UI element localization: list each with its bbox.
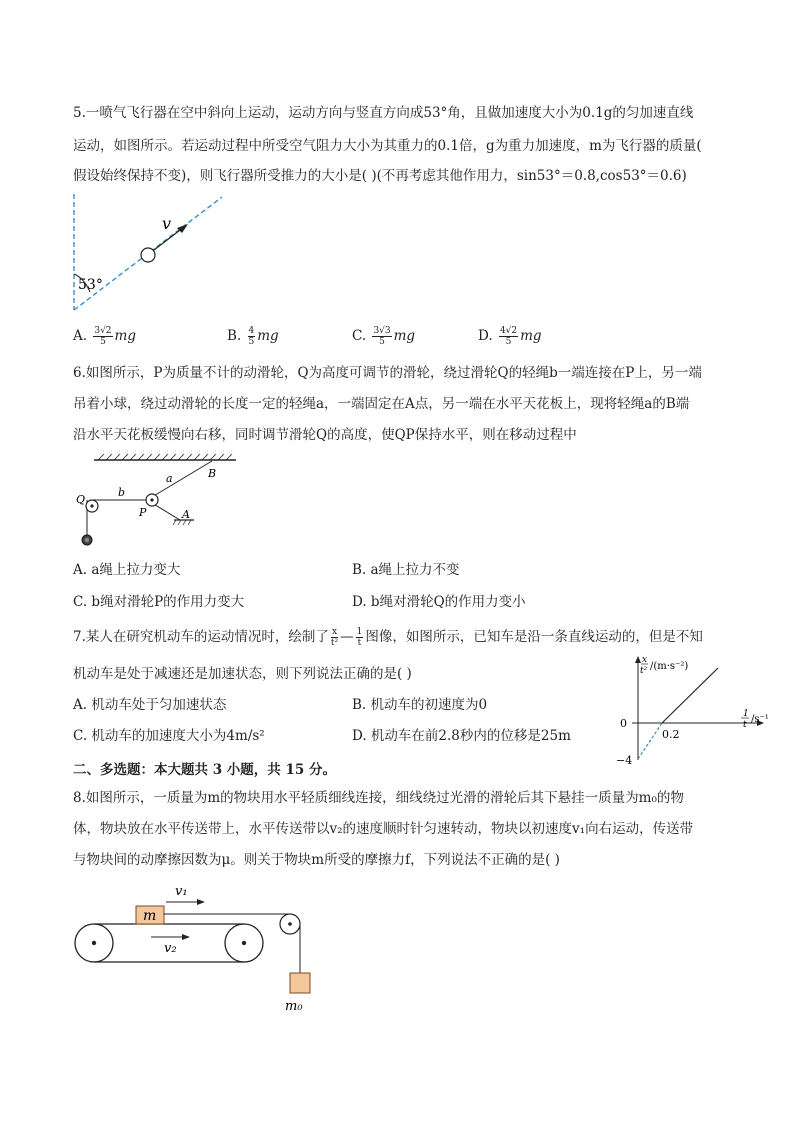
q5-line-1: 5.一喷气飞行器在空中斜向上运动，运动方向与竖直方向成53°角，且做加速度大小为0.1g的匀加速直线	[73, 105, 694, 121]
q5-figure	[70, 192, 230, 317]
q5-velocity-label: v	[162, 214, 172, 233]
q7-x-unit: /s⁻¹	[751, 714, 769, 725]
q7-y-tick: −4	[616, 754, 633, 767]
q7-line-2: 机动车是处于减速还是加速状态，则下列说法正确的是( )	[73, 666, 412, 682]
q6-label-a-end: A	[182, 508, 190, 521]
q7-y-unit: /(m·s⁻²)	[650, 661, 689, 672]
q5-option-a[interactable]: A. $\frac{3√2}{5}$ mg	[73, 326, 136, 347]
q8-line-2: 体，物块放在水平传送带上，水平传送带以v₂的速度顺时针匀速转动，物块以初速度v₁向右运动，传送带	[73, 821, 694, 837]
q7-y-den: t²	[640, 666, 648, 676]
q6-option-d[interactable]: D. b绳对滑轮Q的作用力变小	[352, 594, 526, 610]
q8-block-m-label: m	[143, 908, 157, 924]
q5-option-b[interactable]: B. $\frac{4}{5}$ mg	[227, 326, 279, 347]
q7-line-1: 7.某人在研究机动车的运动情况时，绘制了 $\frac{x}{\text{t²}}$ — $\frac{1}{t}$ 图像，如图所示，已知车是沿一条直线运动的，但是不知	[73, 627, 703, 648]
q6-line-1: 6.如图所示，P为质量不计的动滑轮，Q为高度可调节的滑轮，绕过滑轮Q的轻绳b一端连接在P上，另一端	[73, 365, 702, 381]
q8-figure	[73, 878, 313, 1018]
q8-mass-m0-label: m₀	[285, 999, 303, 1014]
q7-graph	[612, 650, 777, 775]
q6-label-p: P	[139, 506, 147, 519]
q5-option-d[interactable]: D. $\frac{4√2}{5}$ mg	[478, 326, 542, 347]
q6-figure	[74, 452, 244, 552]
q7-x-num: 1	[743, 709, 749, 719]
q6-line-3: 沿水平天花板缓慢向右移，同时调节滑轮Q的高度，使QP保持水平，则在移动过程中	[73, 427, 577, 443]
q7-option-b[interactable]: B. 机动车的初速度为0	[352, 697, 488, 713]
q5-line-3: 假设始终保持不变)，则飞行器所受推力的大小是( )(不再考虑其他作用力，sin53°＝0.8,cos53°＝0.6)	[73, 168, 687, 184]
q6-option-b[interactable]: B. a绳上拉力不变	[352, 562, 460, 578]
q6-option-a[interactable]: A. a绳上拉力变大	[73, 562, 181, 578]
q6-option-c[interactable]: C. b绳对滑轮P的作用力变大	[73, 594, 245, 610]
q8-line-3: 与物块间的动摩擦因数为μ。则关于物块m所受的摩擦力f，下列说法不正确的是( )	[73, 852, 560, 868]
q7-option-c[interactable]: C. 机动车的加速度大小为4m/s²	[73, 728, 265, 744]
q7-y-num: x	[642, 655, 648, 665]
q8-v1-label: v₁	[175, 884, 188, 899]
q6-label-b: b	[118, 486, 126, 499]
q8-v2-label: v₂	[164, 941, 177, 956]
q8-line-1: 8.如图所示，一质量为m的物块用水平轻质细线连接，细线绕过光滑的滑轮后其下悬挂一质量为m₀的物	[73, 790, 684, 806]
q7-option-d[interactable]: D. 机动车在前2.8秒内的位移是25m	[352, 728, 571, 744]
q6-label-a: a	[166, 472, 173, 485]
q7-option-a[interactable]: A. 机动车处于匀加速状态	[73, 697, 227, 713]
q7-x-tick: 0.2	[662, 728, 680, 741]
q6-label-b-end: B	[208, 467, 217, 480]
q7-x-den: t	[743, 720, 747, 730]
section-2-heading: 二、多选题：本大题共 3 小题，共 15 分。	[73, 762, 336, 778]
q5-option-c[interactable]: C. $\frac{3√3}{5}$ mg	[352, 326, 416, 347]
q6-line-2: 吊着小球，绕过动滑轮的长度一定的轻绳a，一端固定在A点，另一端在水平天花板上，现将轻绳a的B端	[73, 396, 690, 412]
q5-angle-label: 53°	[78, 277, 103, 293]
q6-label-q: Q	[76, 493, 86, 506]
q5-line-2: 运动，如图所示。若运动过程中所受空气阻力大小为其重力的0.1倍，g为重力加速度，m为飞行器的质量(	[73, 138, 702, 154]
q7-origin: 0	[620, 717, 627, 730]
